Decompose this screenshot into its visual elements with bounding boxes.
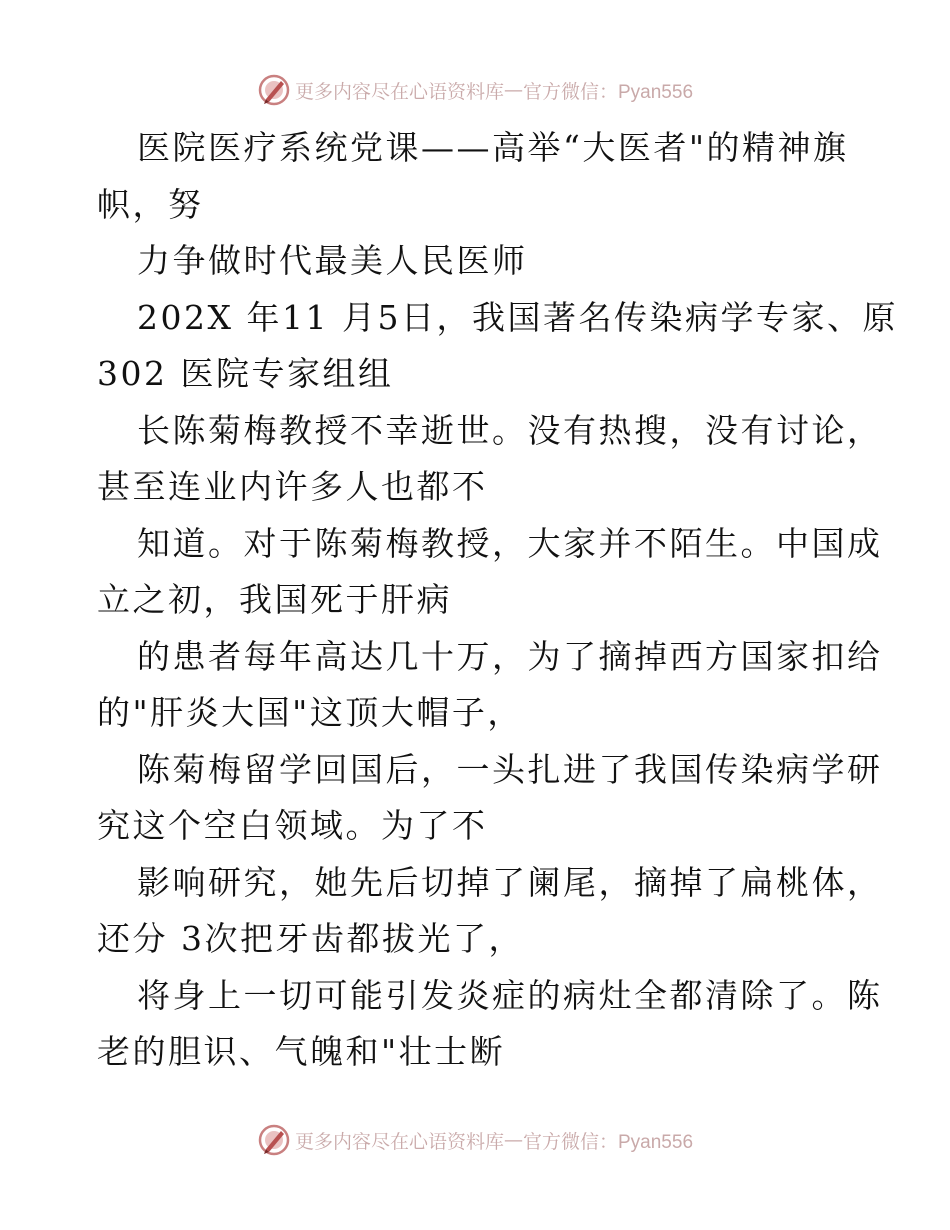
footer-watermark-banner [0, 1120, 950, 1160]
doc-line: 甚至连业内许多人也都不 [97, 467, 488, 506]
header-watermark-banner [0, 70, 950, 110]
doc-line: 将身上一切可能引发炎症的病灶全都清除了。陈 [137, 975, 883, 1015]
doc-line: 力争做时代最美人民医师 [137, 241, 528, 280]
doc-line: 究这个空白领域。为了不 [97, 806, 488, 845]
doc-line: 老的胆识、气魄和"壮士断 [97, 1032, 506, 1071]
doc-line: 医院医疗系统党课——高举“大医者"的精神旗 [137, 128, 849, 167]
doc-line: 知道。对于陈菊梅教授，大家并不陌生。中国成 [137, 523, 883, 563]
doc-line: 陈菊梅留学回国后，一头扎进了我国传染病学研 [137, 749, 883, 789]
doc-line: 立之初，我国死于肝病 [97, 580, 452, 619]
watermark-contact: 官方微信：Pyan556 [523, 81, 694, 103]
doc-line: 的"肝炎大国"这顶大帽子， [97, 693, 523, 732]
watermark-dash: — [504, 79, 523, 101]
doc-line: 的患者每年高达几十万，为了摘掉西方国家扣给 [137, 636, 883, 676]
watermark-site-text: 更多内容尽在心语资料库 [294, 1130, 504, 1153]
pen-logo-icon [257, 1123, 291, 1157]
doc-line: 202X 年11 月5日，我国著名传染病学专家、原 [137, 297, 898, 337]
pen-logo-icon [257, 73, 291, 107]
doc-line: 302 医院专家组组 [97, 354, 394, 393]
doc-line: 还分 3次把牙齿都拔光了， [97, 919, 524, 958]
doc-line: 长陈菊梅教授不幸逝世。没有热搜，没有讨论， [137, 410, 883, 450]
document-body [97, 120, 898, 1081]
watermark-contact: 官方微信：Pyan556 [523, 1131, 694, 1153]
doc-line: 帜，努 [97, 184, 204, 224]
watermark-site-text: 更多内容尽在心语资料库 [294, 80, 504, 103]
doc-line: 影响研究，她先后切掉了阑尾，摘掉了扁桃体， [137, 862, 883, 902]
watermark-dash: — [504, 1129, 523, 1151]
